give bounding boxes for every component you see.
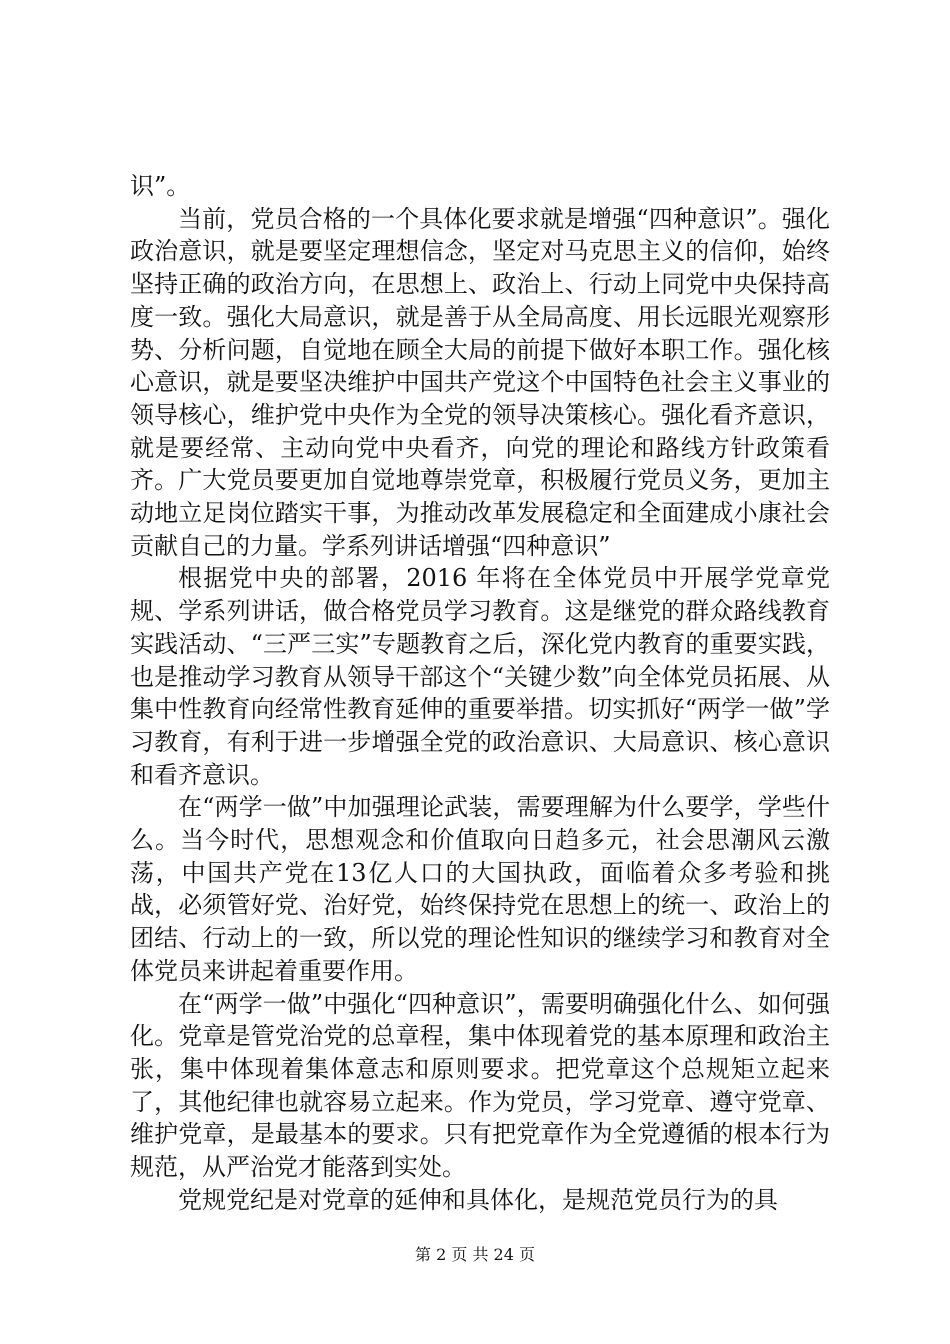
paragraph: 根据党中央的部署，2016 年将在全体党员中开展学党章党规、学系列讲话，做合格党员学习教育。这是继党的群众路线教育实践活动、“三严三实”专题教育之后，深化党内教育的重要实践，也是推动学习教育从领导干部这个“关键少数”向全体党员拓展、从集中性教育向经常性教育延伸的重要举措。切实抓好“两学一做”学习教育，有利于进一步增强全党的政治意识、大局意识、核心意识和看齐意识。 [130, 564, 830, 789]
page-footer: 第 2 页 共 24 页 [415, 1245, 535, 1264]
paragraph: 当前，党员合格的一个具体化要求就是增强“四种意识”。强化政治意识，就是要坚定理想信念，坚定对马克思主义的信仰，始终坚持正确的政治方向，在思想上、政治上、行动上同党中央保持高度一致。强化大局意识，就是善于从全局高度、用长远眼光观察形势、分析问题，自觉地在顾全大局的前提下做好本职工作。强化核心意识，就是要坚决维护中国共产党这个中国特色社会主义事业的领导核心，维护党中央作为全党的领导决策核心。强化看齐意识，就是要经常、主动向党中央看齐，向党的理论和路线方针政策看齐。广大党员要更加自觉地尊崇党章，积极履行党员义务，更加主动地立足岗位踏实干事，为推动改革发展稳定和全面建成小康社会贡献自己的力量。学系列讲话增强“四种意识” [130, 204, 830, 560]
document-body [130, 170, 830, 1217]
paragraph: 在“两学一做”中强化“四种意识”，需要明确强化什么、如何强化。党章是管党治党的总章程，集中体现着党的基本原理和政治主张，集中体现着集体意志和原则要求。把党章这个总规矩立起来了，其他纪律也就容易立起来。作为党员，学习党章、遵守党章、维护党章，是最基本的要求。只有把党章作为全党遵循的根本行为规范，从严治党才能落到实处。 [130, 989, 830, 1182]
paragraph-continuation: 识”。 [130, 172, 191, 200]
paragraph: 在“两学一做”中加强理论武装，需要理解为什么要学，学些什么。当今时代，思想观念和价值取向日趋多元，社会思潮风云激荡，中国共产党在13亿人口的大国执政，面临着众多考验和挑战，必须管好党、治好党，始终保持党在思想上的统一、政治上的团结、行动上的一致，所以党的理论性知识的继续学习和教育对全体党员来讲起着重要作用。 [130, 793, 830, 985]
paragraph: 党规党纪是对党章的延伸和具体化，是规范党员行为的具 [178, 1185, 778, 1214]
